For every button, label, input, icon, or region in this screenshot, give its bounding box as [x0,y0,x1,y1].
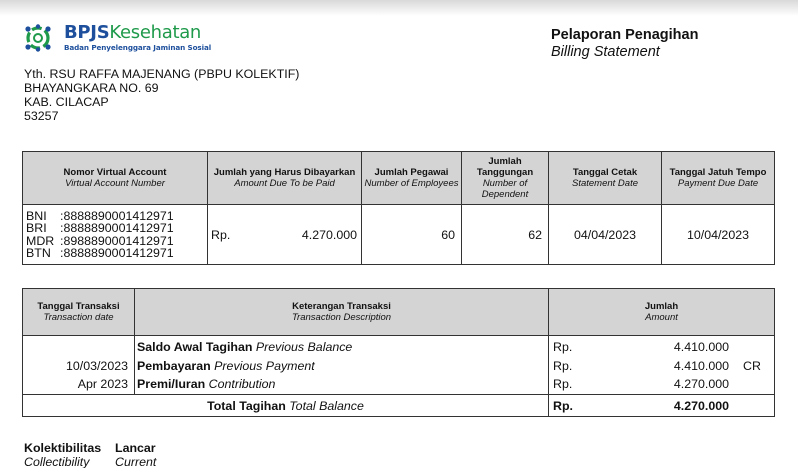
header-due-date: Tanggal Jatuh Tempo Payment Due Date [662,152,775,205]
tx-amount-column [549,336,775,395]
va-cell [23,205,208,265]
header-tx-desc: Keterangan Transaksi Transaction Description [135,289,549,336]
tx-amount: Rp. 4.270.000 [553,377,729,392]
due-date-cell: 10/04/2023 [662,205,775,265]
collectibility-section [24,441,156,468]
credit-flag: CR [743,358,761,373]
currency: Rp. [211,227,231,242]
viewer-top-shadow [0,0,798,16]
tx-date: 10/03/2023 [65,358,128,373]
header-amount-due: Jumlah yang Harus Dibayarkan Amount Due To be Paid [208,152,362,205]
header-dependents: Jumlah Tanggungan Number of Dependent [462,152,549,205]
title-sub: Billing Statement [551,44,660,60]
table-header-row [23,152,775,205]
statement-date-cell: 04/04/2023 [549,205,662,265]
amount-due-value: 4.270.000 [301,227,357,242]
va-entry: BTN :8888890001412971 [26,246,174,260]
total-amount-cell [549,395,775,417]
total-row [23,395,775,417]
header-tx-amount: Jumlah Amount [549,289,775,336]
address-line: KAB. CILACAP [24,95,109,109]
total-currency: Rp. [553,398,573,413]
total-label-cell: Total Tagihan Total Balance [23,395,549,417]
employees-cell: 60 [362,205,462,265]
table-header-row [23,289,775,336]
bpjs-logo [24,24,211,52]
logo-brand-primary: BPJS [64,22,110,43]
tx-desc: Pembayaran Previous Payment [137,358,315,373]
amount-due-cell [208,205,362,265]
total-amount: 4.270.000 [673,398,729,413]
bpjs-logo-icon [24,24,52,52]
va-entry: BNI :8888890001412971 [26,208,174,223]
tx-amount: Rp. 4.410.000 [553,340,729,354]
address-line: BHAYANGKARA NO. 69 [24,81,159,95]
collectibility-value-en: Current [115,455,157,468]
title-main: Pelaporan Penagihan [551,27,699,43]
tx-desc: Premi/Iuran Contribution [137,377,276,392]
header-tx-date: Tanggal Transaksi Transaction date [23,289,135,336]
tx-amount: Rp. 4.410.000 CR [549,357,774,376]
billing-summary-table [22,151,775,265]
tx-desc: Saldo Awal Tagihan Previous Balance [137,340,353,354]
address-line: Yth. RSU RAFFA MAJENANG (PBPU KOLEKTIF) [24,67,300,81]
header-statement-date: Tanggal Cetak Statement Date [549,152,662,205]
va-entry: BRI :8888890001412971 [26,221,174,235]
document-title [551,27,698,61]
va-entry: MDR :8988890001412971 [26,233,174,248]
tx-desc-column [135,336,549,395]
tx-date [23,338,128,357]
transactions-table [22,288,775,417]
recipient-address [24,67,299,123]
table-row [23,205,775,265]
logo-tagline: Badan Penyelenggara Jaminan Sosial [64,43,212,52]
dependents-cell: 62 [462,205,549,265]
tx-date: Apr 2023 [77,377,128,392]
collectibility-label: Kolektibilitas [24,441,102,455]
logo-wordmark [64,24,211,42]
transaction-rows [23,336,775,395]
header-va: Nomor Virtual Account Virtual Account Number [23,152,208,205]
tx-date-column [23,336,135,395]
header-employees: Jumlah Pegawai Number of Employees [362,152,462,205]
logo-brand-secondary: Kesehatan [109,22,202,43]
address-line: 53257 [24,109,59,123]
collectibility-label-en: Collectibility [24,455,90,468]
collectibility-value: Lancar [115,441,156,455]
